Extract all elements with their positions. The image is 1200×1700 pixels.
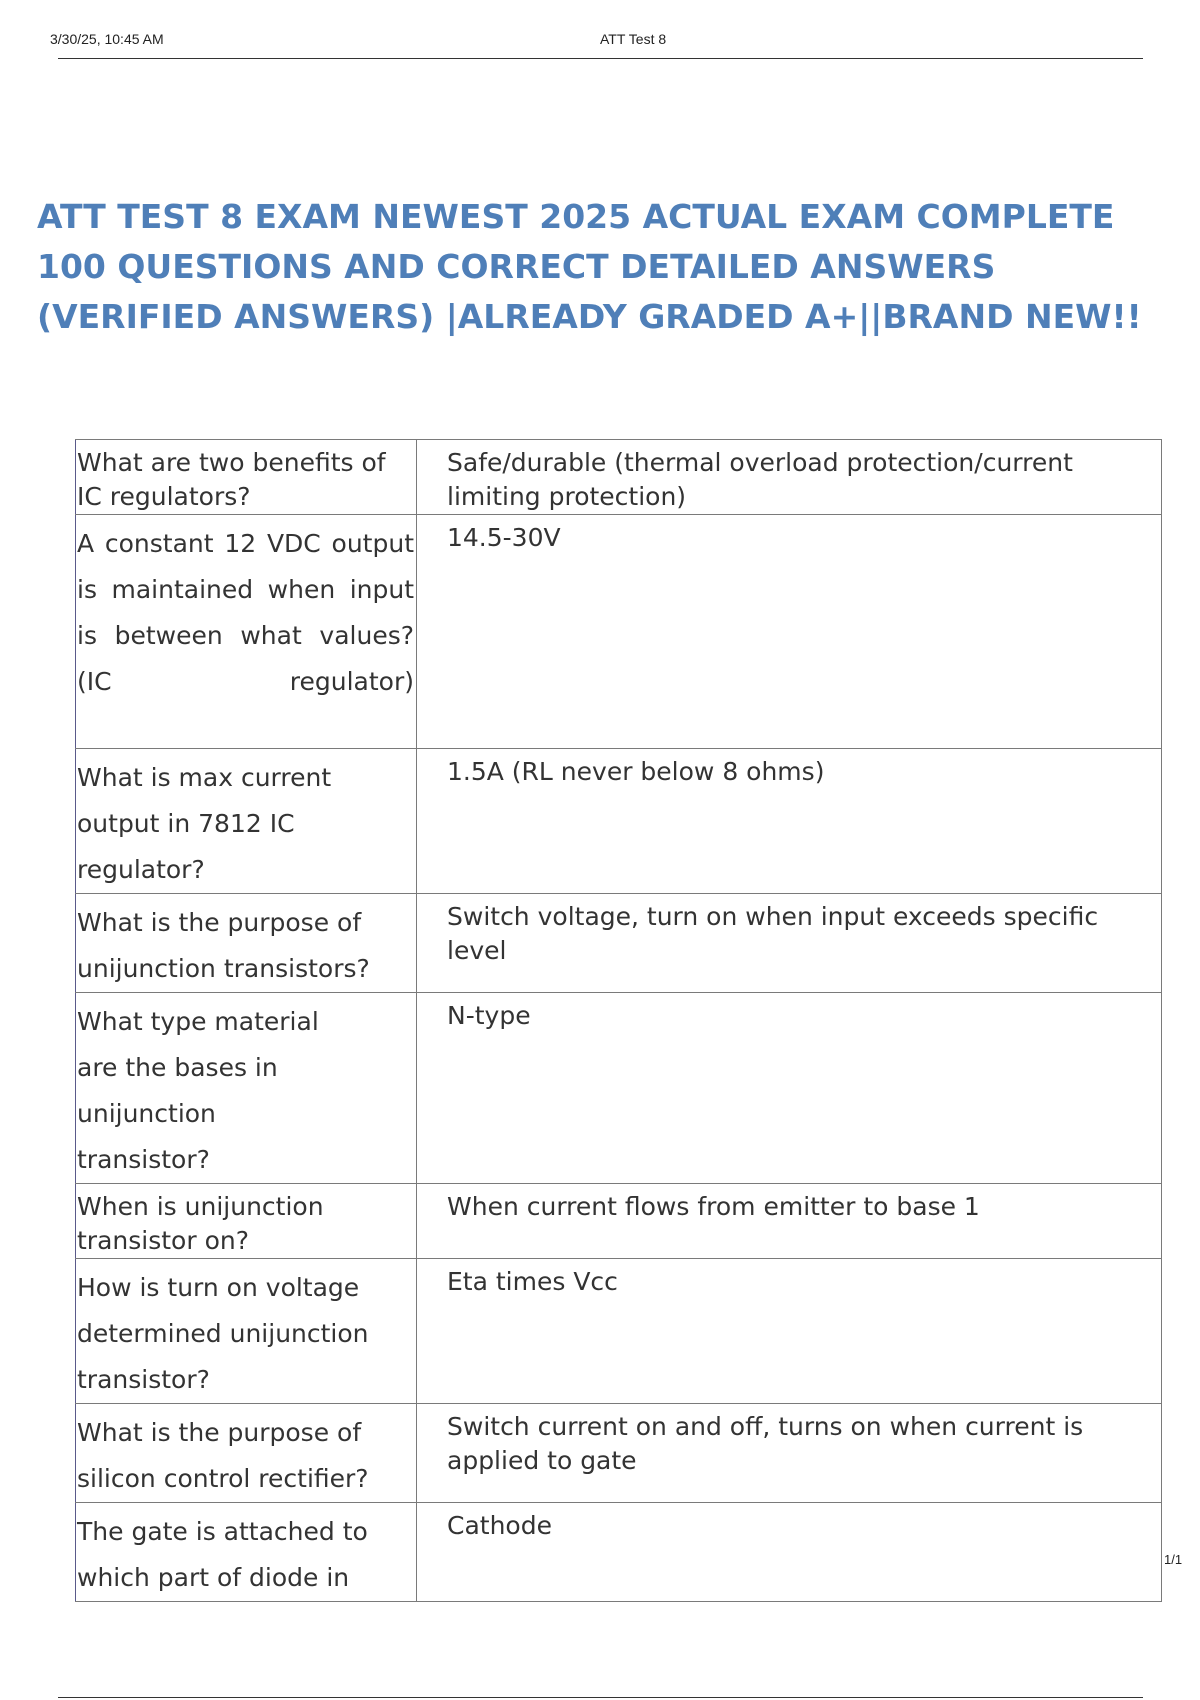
table-row <box>76 1184 1162 1259</box>
answer-cell: Switch current on and off, turns on when current is applied to gate <box>417 1404 1162 1503</box>
answer-cell: Switch voltage, turn on when input exceeds specific level <box>417 894 1162 993</box>
answer-cell: Safe/durable (thermal overload protection/current limiting protection) <box>417 440 1162 515</box>
question-cell: How is turn on voltage determined unijunction transistor? <box>76 1259 417 1404</box>
table-row <box>76 894 1162 993</box>
question-cell: When is unijunction transistor on? <box>76 1184 417 1259</box>
question-cell: What is the purpose of silicon control rectifier? <box>76 1404 417 1503</box>
table-row <box>76 1503 1162 1602</box>
question-cell: What type material are the bases in unijunction transistor? <box>76 993 417 1184</box>
document-title: ATT TEST 8 EXAM NEWEST 2025 ACTUAL EXAM COMPLETE 100 QUESTIONS AND CORRECT DETAILED ANSWERS (VERIFIED ANSWERS) |ALREADY GRADED A+||BRAND NEW!! <box>37 197 1142 336</box>
table-row <box>76 515 1162 749</box>
footer-divider <box>58 1697 1143 1698</box>
print-date: 3/30/25, 10:45 AM <box>50 31 164 47</box>
answer-cell: 14.5-30V <box>417 515 1162 749</box>
qa-table <box>75 439 1162 1602</box>
answer-cell: Cathode <box>417 1503 1162 1602</box>
table-row <box>76 749 1162 894</box>
table-row <box>76 440 1162 515</box>
question-cell: What are two benefits of IC regulators? <box>76 440 417 515</box>
question-cell: What is the purpose of unijunction transistors? <box>76 894 417 993</box>
page-number: 1/1 <box>1164 1552 1183 1567</box>
table-row <box>76 993 1162 1184</box>
question-cell: What is max current output in 7812 IC regulator? <box>76 749 417 894</box>
answer-cell: Eta times Vcc <box>417 1259 1162 1404</box>
answer-cell: 1.5A (RL never below 8 ohms) <box>417 749 1162 894</box>
answer-cell: N-type <box>417 993 1162 1184</box>
table-row <box>76 1259 1162 1404</box>
print-doc-title: ATT Test 8 <box>600 31 667 47</box>
table-row <box>76 1404 1162 1503</box>
question-cell: A constant 12 VDC output is maintained when input is between what values? (IC regulator) <box>76 515 417 749</box>
answer-cell: When current flows from emitter to base 1 <box>417 1184 1162 1259</box>
print-header <box>50 28 1143 59</box>
question-cell: The gate is attached to which part of diode in <box>76 1503 417 1602</box>
